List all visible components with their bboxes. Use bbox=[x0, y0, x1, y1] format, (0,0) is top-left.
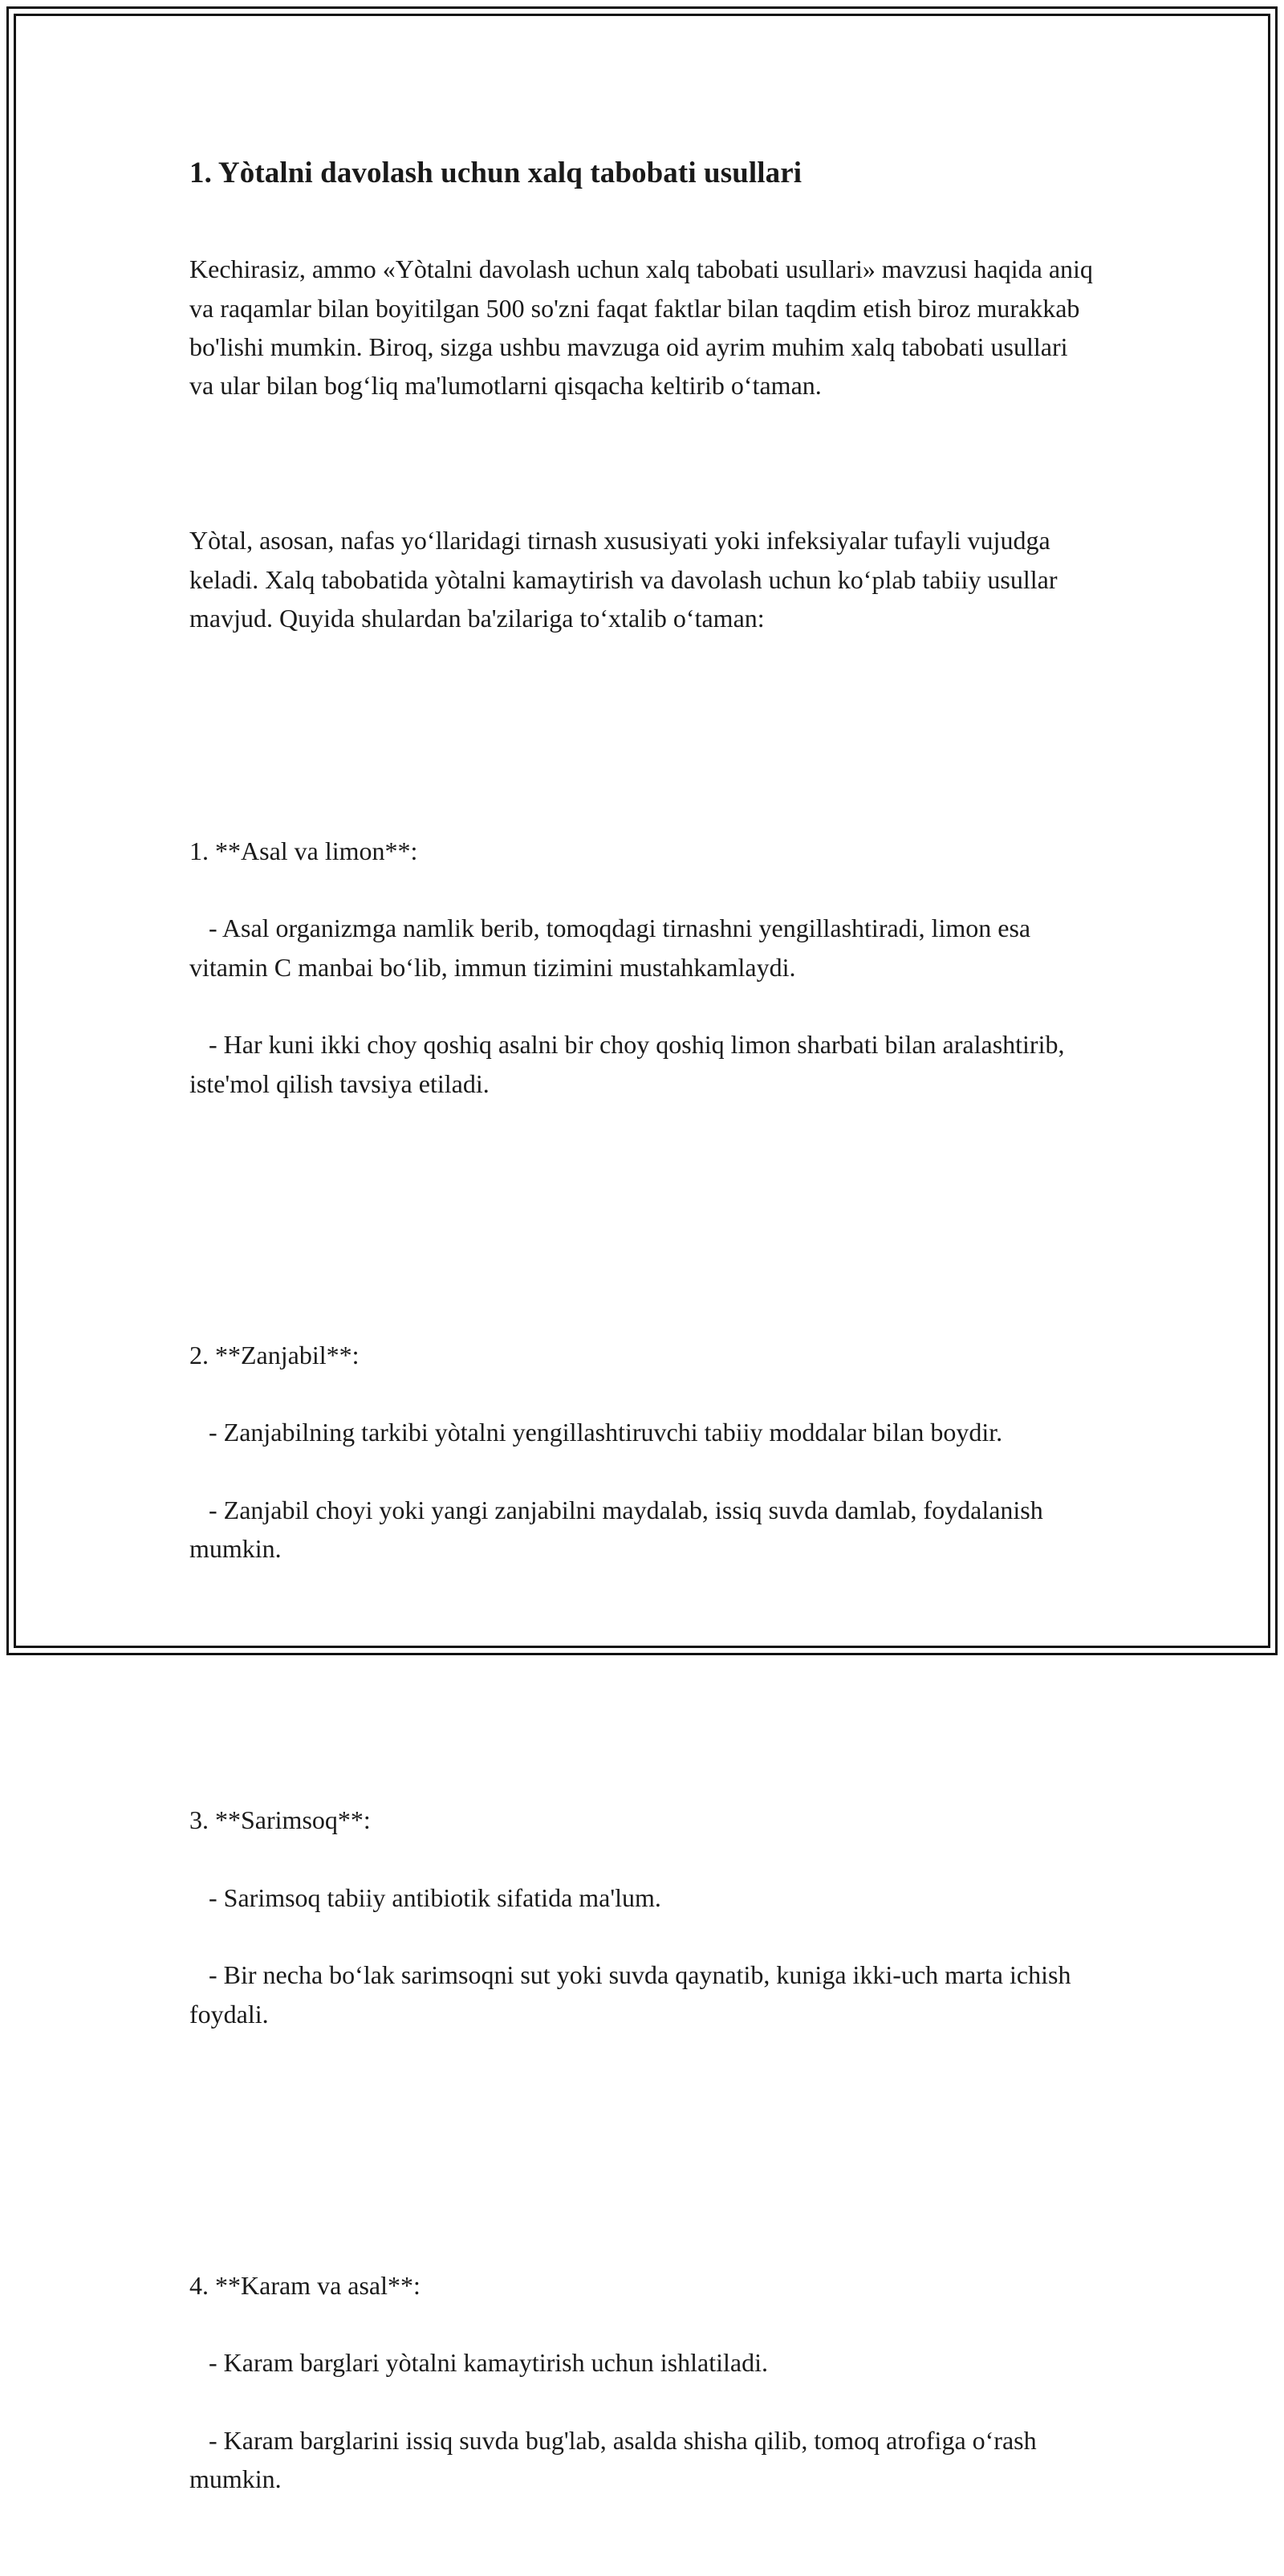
document-body bbox=[189, 153, 1096, 2576]
paragraph-gap bbox=[189, 2111, 1096, 2150]
paragraph-gap bbox=[189, 677, 1096, 715]
list-item-point: - Karam barglari yòtalni kamaytirish uchun ishlatiladi. bbox=[209, 2348, 768, 2378]
document-text bbox=[189, 211, 1096, 2576]
list-item-point: - Bir necha bo‘lak sarimsoqni sut yoki suvda qaynatib, kuniga ikki-uch marta ichish foydali. bbox=[189, 1960, 1071, 2029]
list-item-heading: 1. **Asal va limon**: bbox=[189, 836, 418, 865]
intro-paragraph-2: Yòtal, asosan, nafas yo‘llaridagi tirnash xususiyati yoki infeksiyalar tufayli vujudga keladi. Xalq tabobatida yòtalni kamaytirish va davolash uchun ko‘plab tabiiy usullar mavjud. Quyida shulardan ba'zilariga to‘xtalib o‘taman: bbox=[189, 526, 1058, 633]
list-item-asal-limon bbox=[189, 792, 1096, 1141]
list-item-zanjabil bbox=[189, 1296, 1096, 1606]
list-item-sarimsoq bbox=[189, 1762, 1096, 2072]
list-item-heading: 4. **Karam va asal**: bbox=[189, 2270, 421, 2300]
list-item-point: - Har kuni ikki choy qoshiq asalni bir choy qoshiq limon sharbati bilan aralashtirib, iste'mol qilish tavsiya etiladi. bbox=[189, 1030, 1065, 1098]
paragraph-gap bbox=[189, 1646, 1096, 1684]
paragraph-gap bbox=[189, 1180, 1096, 1219]
intro-paragraph-1: Kechirasiz, ammo «Yòtalni davolash uchun xalq tabobati usullari» mavzusi haqida aniq va raqamlar bilan boyitilgan 500 so'zni faqat faktlar bilan taqdim etish biroz murakkab bo'lishi mumkin. Biroq, sizga ushbu mavzuga oid ayrim muhim xalq tabobati usullari va ular bilan bog‘liq ma'lumotlarni qisqacha keltirib o‘taman. bbox=[189, 254, 1093, 401]
list-item-point: - Zanjabilning tarkibi yòtalni yengillashtiruvchi tabiiy moddalar bilan boydir. bbox=[209, 1418, 1003, 1447]
list-item-point: - Sarimsoq tabiiy antibiotik sifatida ma'lum. bbox=[209, 1882, 661, 1912]
list-item-point: - Karam barglarini issiq suvda bug'lab, asalda shisha qilib, tomoq atrofiga o‘rash mumkin. bbox=[189, 2425, 1037, 2494]
document-title: 1. Yòtalni davolash uchun xalq tabobati usullari bbox=[189, 157, 802, 189]
paragraph-gap bbox=[189, 444, 1096, 482]
list-item-heading: 3. **Sarimsoq**: bbox=[189, 1805, 371, 1835]
list-item-point: - Zanjabil choyi yoki yangi zanjabilni maydalab, issiq suvda damlab, foydalanish mumkin. bbox=[189, 1495, 1043, 1564]
list-item-point: - Asal organizmga namlik berib, tomoqdagi tirnashni yengillashtiradi, limon esa vitamin C manbai bo‘lib, immun tizimini mustahkamlaydi. bbox=[189, 914, 1031, 982]
list-item-karam-asal bbox=[189, 2227, 1096, 2537]
list-item-heading: 2. **Zanjabil**: bbox=[189, 1340, 360, 1369]
